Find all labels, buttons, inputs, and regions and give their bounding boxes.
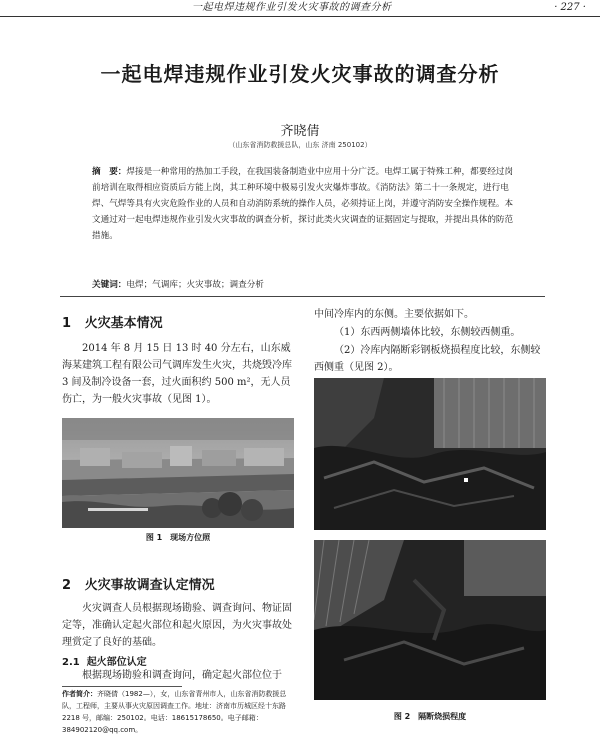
keywords-label: 关键词： (92, 280, 127, 290)
author-name: 齐晓倩 (280, 124, 320, 139)
evidence-item-2: （2）冷库内隔断彩钢板烧损程度比较，东侧较西侧重（见图 2）。 (314, 345, 541, 373)
section1-title: 火灾基本情况 (84, 316, 163, 331)
author-affiliation: （山东省消防救援总队，山东 济南 250102） (228, 141, 372, 149)
figure1-photo (62, 418, 294, 528)
section2-paragraph: 火灾调查人员根据现场勘验、调查询问、物证固定等，准确认定起火部位和起火原因，为火灾事故处理赏定了良好的基础。 (62, 603, 292, 648)
article-title: 一起电焊违规作业引发火灾事故的调查分析 (100, 62, 500, 86)
author-footnote (62, 688, 294, 736)
subsection-2-1-heading (62, 653, 147, 668)
section-divider (60, 296, 545, 297)
figure2-photo-bottom (314, 540, 546, 700)
keywords (92, 278, 520, 292)
running-header (0, 0, 600, 17)
footnote-rule (62, 686, 182, 687)
abstract-text: 焊接是一种常用的热加工手段，在我国装备制造业中应用十分广泛。电焊工属于特殊工种，都要经过岗前培训在取得相应资质后方能上岗，其工种环境中极易引发火灾爆炸事故。《消防法》第二十一条规定，进行电焊、气焊等具有火灾危险作业的人员和自动消防系统的操作人员，必须持证上岗，并遵守消防安全操作规程。本文通过对一起电焊违规作业引发火灾事故的调查分析，探讨此类火灾调查的证据固定与提取，并提出具体的防范措施。 (92, 167, 514, 241)
figure1-caption: 图 1 现场方位照 (145, 533, 211, 542)
subsection-2-1-paragraph: 根据现场勘验和调查询问，确定起火部位位于 (82, 670, 282, 681)
section1-heading (62, 312, 163, 331)
running-title: 一起电焊违规作业引发火灾事故的调查分析 (192, 2, 392, 13)
section2-number: 2 (62, 578, 72, 593)
figure2-photo-top (314, 378, 546, 530)
section1-number: 1 (62, 316, 72, 331)
section2-heading (62, 574, 215, 593)
section2-title: 火灾事故调查认定情况 (84, 578, 215, 593)
subsection-2-1-number: 2.1 (62, 657, 80, 668)
right-column-intro: 中间冷库内的东侧。主要依据如下。 (314, 309, 474, 320)
figure2-caption: 图 2 隔断烧损程度 (393, 712, 467, 721)
section1-paragraph: 2014 年 8 月 15 日 13 时 40 分左右，山东威海某建筑工程有限公司气调库发生火灾，共烧毁冷库 3 间及制冷设备一套，过火面积约 500 m²，无人员伤亡，为一般火灾事故（见图 1）。 (62, 343, 292, 405)
evidence-item-1: （1）东西两侧墙体比较，东侧较西侧重。 (334, 327, 521, 338)
subsection-2-1-title: 起火部位认定 (86, 657, 147, 668)
page-number: · 227 · (554, 2, 586, 13)
abstract-label: 摘 要： (92, 167, 127, 177)
footnote-text: 齐晓倩（1982—），女，山东省青州市人，山东省消防救援总队，工程师，主要从事火灾原因调查工作。地址：济南市历城区经十东路 2218 号，邮编：250102。电话：18615178650。电子邮箱：384902120@qq.com。 (62, 690, 287, 734)
keywords-text: 电焊；气调库；火灾事故；调查分析 (126, 280, 264, 290)
abstract (92, 164, 520, 244)
footnote-label: 作者简介： (62, 690, 97, 698)
